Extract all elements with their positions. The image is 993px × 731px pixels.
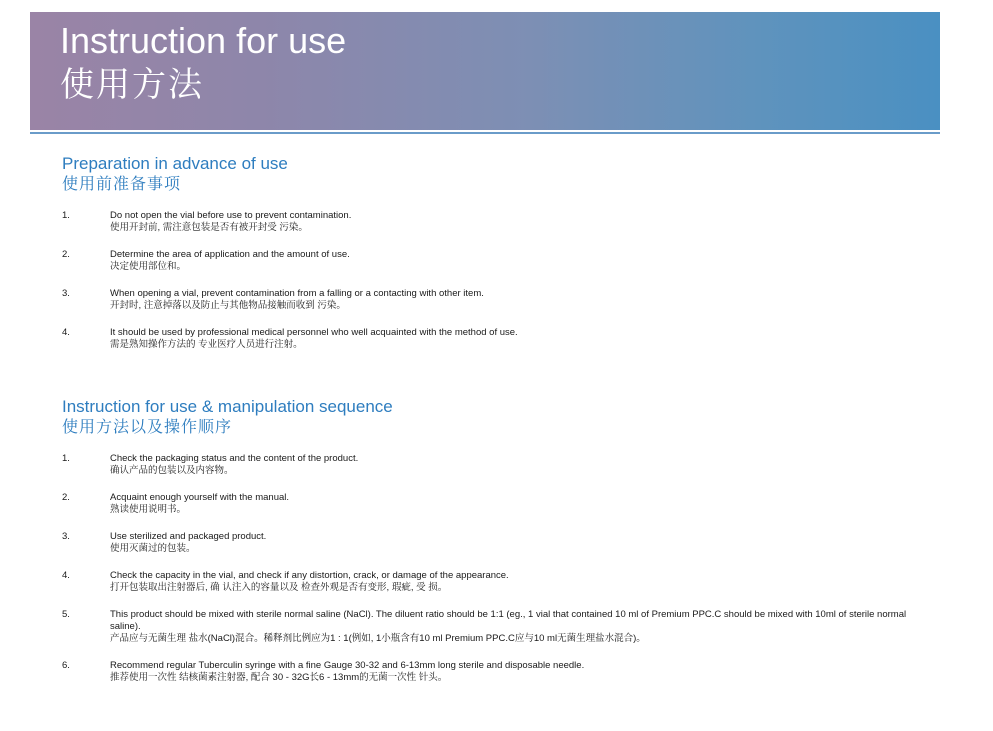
header-banner: [30, 12, 940, 130]
item-number: 2.: [62, 492, 70, 503]
item-text-en: Check the packaging status and the content of the product.: [110, 453, 359, 464]
manipulation-title-cn: 使用方法以及操作顺序: [62, 419, 233, 436]
page-title-cn: 使用方法: [60, 66, 204, 104]
item-number: 3.: [62, 288, 70, 299]
item-text-en: Use sterilized and packaged product.: [110, 531, 267, 542]
preparation-list: [62, 210, 922, 351]
list-item: [62, 210, 922, 234]
manipulation-title-en: Instruction for use & manipulation sequence: [62, 397, 393, 416]
list-item: [62, 327, 922, 351]
item-number: 1.: [62, 453, 70, 464]
item-text-cn: 使用灭菌过的包装。: [110, 543, 196, 554]
item-text-cn: 使用开封前, 需注意包装是否有被开封受 污染。: [110, 222, 308, 233]
item-number: 4.: [62, 570, 70, 581]
list-item: [62, 660, 922, 684]
item-number: 2.: [62, 249, 70, 260]
list-item: [62, 531, 922, 555]
list-item: [62, 288, 922, 312]
list-item: [62, 249, 922, 273]
item-text-cn: 产品应与无菌生理 盐水(NaCl)混合。稀释剂比例应为1 : 1(例如, 1小瓶含有10 ml Premium PPC.C应与10 ml无菌生理盐水混合)。: [110, 633, 646, 644]
item-number: 3.: [62, 531, 70, 542]
preparation-section: [62, 153, 922, 366]
item-text-en: This product should be mixed with sterile normal saline (NaCl). The diluent ratio should be 1:1 (eg., 1 vial that contained 10 ml of Premium PPC.C should be mixed with 10ml of sterile normal saline).: [110, 609, 907, 632]
item-text-cn: 开封时, 注意掉落以及防止与其他物品接触而收到 污染。: [110, 300, 346, 311]
list-item: [62, 453, 922, 477]
item-text-cn: 熟读使用说明书。: [110, 504, 187, 515]
item-text-en: When opening a vial, prevent contamination from a falling or a contacting with other item.: [110, 288, 484, 299]
item-number: 1.: [62, 210, 70, 221]
item-text-en: Acquaint enough yourself with the manual.: [110, 492, 290, 503]
header-divider: [30, 132, 940, 134]
item-text-cn: 打开包装取出注射器后, 确 认注入的容量以及 检查外观是否有变形, 瑕疵, 受 损。: [110, 582, 448, 593]
item-number: 4.: [62, 327, 70, 338]
item-text-cn: 需是熟知操作方法的 专业医疗人员进行注射。: [110, 339, 303, 350]
item-text-en: Check the capacity in the vial, and check if any distortion, crack, or damage of the appearance.: [110, 570, 509, 581]
list-item: [62, 570, 922, 594]
item-number: 5.: [62, 609, 70, 620]
item-text-en: It should be used by professional medical personnel who well acquainted with the method of use.: [110, 327, 518, 338]
item-text-en: Recommend regular Tuberculin syringe with a fine Gauge 30-32 and 6-13mm long sterile and disposable needle.: [110, 660, 585, 671]
manipulation-list: [62, 453, 922, 684]
item-text-cn: 确认产品的包装以及内容物。: [110, 465, 234, 476]
item-text-cn: 推荐使用一次性 结核菌素注射器, 配合 30 - 32G长6 - 13mm的无菌一次性 针头。: [110, 672, 448, 683]
item-text-cn: 决定使用部位和。: [110, 261, 187, 272]
preparation-title-cn: 使用前准备事项: [62, 176, 182, 193]
list-item: [62, 609, 922, 645]
list-item: [62, 492, 922, 516]
manipulation-section: [62, 396, 922, 699]
preparation-title-en: Preparation in advance of use: [62, 154, 288, 173]
item-text-en: Determine the area of application and the amount of use.: [110, 249, 350, 260]
item-text-en: Do not open the vial before use to prevent contamination.: [110, 210, 352, 221]
item-number: 6.: [62, 660, 70, 671]
page-title-en: Instruction for use: [60, 20, 347, 61]
